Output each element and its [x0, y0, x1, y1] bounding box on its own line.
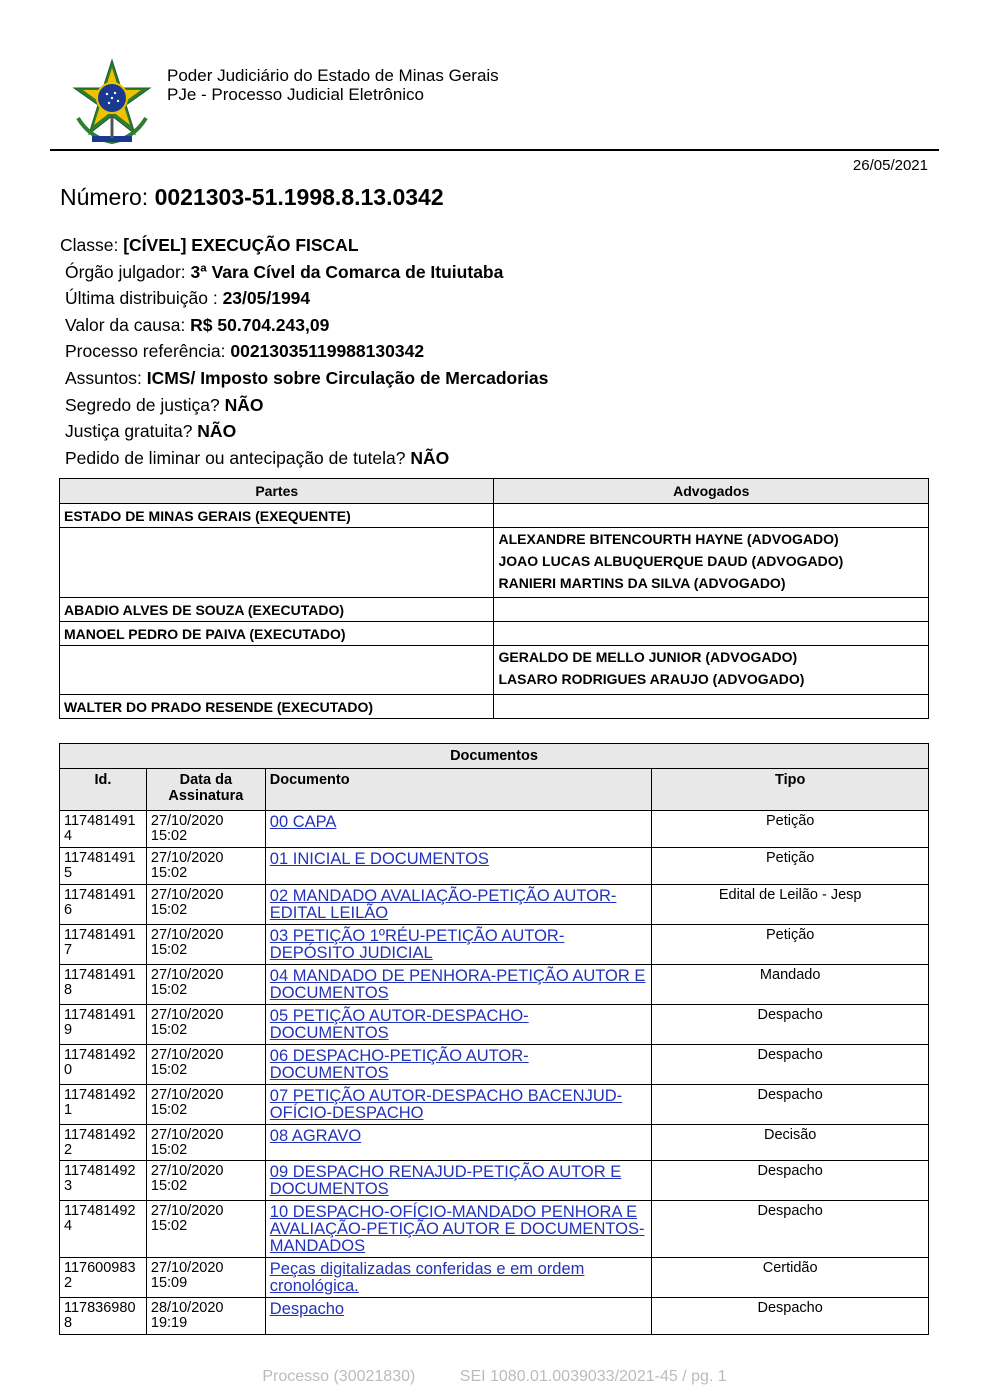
document-date: 26/05/2021 [852, 157, 928, 174]
field-label: Órgão julgador: [65, 262, 191, 282]
advogados-cell [494, 598, 929, 622]
documento-id: 117481491 6 [60, 885, 147, 925]
documento-id: 117481492 2 [60, 1125, 147, 1161]
documento-link[interactable]: 02 MANDADO AVALIAÇÃO-PETIÇÃO AUTOR-EDITAL LEILÃO [269, 887, 617, 922]
advogados-cell [494, 504, 929, 528]
partes-row [60, 646, 929, 695]
field-processo-referencia [65, 341, 424, 361]
field-label: Valor da causa: [65, 315, 191, 335]
partes-table [59, 478, 929, 719]
field-value: R$ 50.704.243,09 [190, 315, 330, 335]
field-label: Justiça gratuita? [65, 421, 198, 441]
field-label: Última distribuição : [65, 288, 223, 308]
documento-tipo: Edital de Leilão - Jesp [652, 885, 929, 925]
process-number-value: 0021303-51.1998.8.13.0342 [154, 184, 444, 210]
documento-row [60, 925, 929, 965]
field-label: Classe: [60, 235, 124, 255]
documentos-title-row [60, 744, 929, 769]
parte-cell: ABADIO ALVES DE SOUZA (EXECUTADO) [60, 598, 494, 622]
documento-data-assinatura: 27/10/2020 15:02 [146, 1125, 265, 1161]
partes-column-header: Partes [60, 479, 494, 504]
process-number [60, 184, 444, 211]
documento-link[interactable]: 07 PETIÇÃO AUTOR-DESPACHO BACENJUD-OFÍCIO-DESPACHO [269, 1087, 623, 1122]
documento-id: 117836980 8 [60, 1298, 147, 1335]
documento-tipo: Certidão [652, 1258, 929, 1298]
documento-cell [265, 1045, 652, 1085]
documento-link[interactable]: 09 DESPACHO RENAJUD-PETIÇÃO AUTOR E DOCUMENTOS [269, 1163, 622, 1198]
documentos-title: Documentos [60, 744, 929, 769]
documento-data-assinatura: 27/10/2020 15:02 [146, 811, 265, 848]
field-value: 3ª Vara Cível da Comarca de Ituiutaba [190, 262, 504, 282]
documento-id: 117481491 4 [60, 811, 147, 848]
col-documento-header: Documento [265, 769, 652, 811]
field-orgao-julgador [65, 262, 503, 282]
field-value: 00213035119988130342 [230, 341, 425, 361]
field-classe [60, 235, 359, 255]
documento-row [60, 1201, 929, 1258]
documento-row [60, 1045, 929, 1085]
documento-cell [265, 885, 652, 925]
documento-data-assinatura: 27/10/2020 15:02 [146, 1045, 265, 1085]
documento-cell [265, 1201, 652, 1258]
field-justica-gratuita [65, 421, 236, 441]
documento-data-assinatura: 27/10/2020 15:02 [146, 925, 265, 965]
documento-data-assinatura: 27/10/2020 15:02 [146, 965, 265, 1005]
documento-id: 117481492 3 [60, 1161, 147, 1201]
documento-tipo: Despacho [652, 1298, 929, 1335]
advogados-cell [494, 622, 929, 646]
documento-id: 117481491 5 [60, 848, 147, 885]
documento-cell [265, 1125, 652, 1161]
documento-id: 117481491 8 [60, 965, 147, 1005]
documento-data-assinatura: 27/10/2020 15:02 [146, 848, 265, 885]
documento-link[interactable]: Despacho [269, 1300, 345, 1318]
documento-tipo: Despacho [652, 1005, 929, 1045]
parte-cell: WALTER DO PRADO RESENDE (EXECUTADO) [60, 695, 494, 719]
parte-cell [60, 646, 494, 695]
field-label: Assuntos: [65, 368, 147, 388]
parte-cell: MANOEL PEDRO DE PAIVA (EXECUTADO) [60, 622, 494, 646]
documento-cell [265, 1085, 652, 1125]
documento-row [60, 885, 929, 925]
field-value: NÃO [197, 421, 237, 441]
documento-link[interactable]: 04 MANDADO DE PENHORA-PETIÇÃO AUTOR E DOCUMENTOS [269, 967, 646, 1002]
partes-row [60, 504, 929, 528]
advogados-column-header: Advogados [494, 479, 929, 504]
documento-row [60, 1258, 929, 1298]
documento-id: 117481491 7 [60, 925, 147, 965]
documentos-table [59, 743, 929, 1335]
field-valor-causa [65, 315, 329, 335]
partes-row [60, 695, 929, 719]
documento-data-assinatura: 27/10/2020 15:02 [146, 1085, 265, 1125]
documento-tipo: Despacho [652, 1085, 929, 1125]
field-value: [CÍVEL] EXECUÇÃO FISCAL [123, 235, 359, 255]
documento-link[interactable]: 01 INICIAL E DOCUMENTOS [269, 850, 489, 868]
documento-link[interactable]: 06 DESPACHO-PETIÇÃO AUTOR-DOCUMENTOS [269, 1047, 529, 1082]
partes-header-row [60, 479, 929, 504]
parte-cell [60, 528, 494, 598]
documento-id: 117481492 1 [60, 1085, 147, 1125]
documento-row [60, 965, 929, 1005]
field-label: Segredo de justiça? [65, 395, 225, 415]
documento-data-assinatura: 27/10/2020 15:02 [146, 1161, 265, 1201]
col-id-header: Id. [60, 769, 147, 811]
advogado-name: LASARO RODRIGUES ARAUJO (ADVOGADO) [498, 671, 805, 687]
documento-data-assinatura: 27/10/2020 15:02 [146, 1201, 265, 1258]
documento-link[interactable]: 08 AGRAVO [269, 1127, 362, 1145]
documento-tipo: Petição [652, 811, 929, 848]
documento-cell [265, 1298, 652, 1335]
partes-row [60, 528, 929, 598]
documento-row [60, 848, 929, 885]
documento-row [60, 1085, 929, 1125]
field-value: NÃO [410, 448, 450, 468]
documento-row [60, 1125, 929, 1161]
field-pedido-liminar [65, 448, 449, 468]
partes-row [60, 598, 929, 622]
field-segredo-justica [65, 395, 263, 415]
documento-cell [265, 1161, 652, 1201]
process-number-label: Número: [60, 184, 155, 210]
col-data-header: Data da Assinatura [146, 769, 265, 811]
documento-id: 117481492 4 [60, 1201, 147, 1258]
documento-link[interactable]: 03 PETIÇÃO 1ºRÉU-PETIÇÃO AUTOR-DEPÓSITO JUDICIAL [269, 927, 565, 962]
field-value: 23/05/1994 [222, 288, 311, 308]
documento-row [60, 1005, 929, 1045]
documento-tipo: Decisão [652, 1125, 929, 1161]
documento-link[interactable]: 00 CAPA [269, 813, 337, 831]
documento-data-assinatura: 27/10/2020 15:02 [146, 885, 265, 925]
documento-tipo: Petição [652, 925, 929, 965]
field-assuntos [65, 368, 548, 388]
documento-tipo: Petição [652, 848, 929, 885]
documento-data-assinatura: 28/10/2020 19:19 [146, 1298, 265, 1335]
documento-data-assinatura: 27/10/2020 15:02 [146, 1005, 265, 1045]
documento-link[interactable]: 05 PETIÇÃO AUTOR-DESPACHO-DOCUMENTOS [269, 1007, 529, 1042]
brasao-republica-emblem [70, 58, 154, 146]
documento-tipo: Despacho [652, 1045, 929, 1085]
field-value: NÃO [224, 395, 264, 415]
advogado-name: JOAO LUCAS ALBUQUERQUE DAUD (ADVOGADO) [498, 553, 844, 569]
field-label: Processo referência: [65, 341, 231, 361]
documento-data-assinatura: 27/10/2020 15:09 [146, 1258, 265, 1298]
documento-tipo: Despacho [652, 1201, 929, 1258]
header-system: PJe - Processo Judicial Eletrônico [167, 85, 425, 104]
advogado-name: RANIERI MARTINS DA SILVA (ADVOGADO) [498, 575, 786, 591]
documento-tipo: Despacho [652, 1161, 929, 1201]
documento-link[interactable]: Peças digitalizadas conferidas e em ordem cronológica. [269, 1260, 585, 1295]
documento-row [60, 1298, 929, 1335]
documentos-header-row [60, 769, 929, 811]
field-value: ICMS/ Imposto sobre Circulação de Mercadorias [146, 368, 549, 388]
field-ultima-distribuicao [65, 288, 310, 308]
documento-id: 117481491 9 [60, 1005, 147, 1045]
documento-cell [265, 925, 652, 965]
documento-row [60, 811, 929, 848]
partes-row [60, 622, 929, 646]
documento-tipo: Mandado [652, 965, 929, 1005]
documento-cell [265, 965, 652, 1005]
documento-id: 117600983 2 [60, 1258, 147, 1298]
advogados-cell [494, 695, 929, 719]
documento-id: 117481492 0 [60, 1045, 147, 1085]
documento-cell [265, 848, 652, 885]
field-label: Pedido de liminar ou antecipação de tutela? [65, 448, 411, 468]
documento-cell [265, 1005, 652, 1045]
header-institution: Poder Judiciário do Estado de Minas Gerais [167, 66, 499, 85]
header-divider [50, 149, 939, 151]
parte-cell: ESTADO DE MINAS GERAIS (EXEQUENTE) [60, 504, 494, 528]
documento-cell [265, 1258, 652, 1298]
col-tipo-header: Tipo [652, 769, 929, 811]
advogados-cell [494, 528, 929, 598]
advogado-name: ALEXANDRE BITENCOURTH HAYNE (ADVOGADO) [498, 531, 839, 547]
documento-cell [265, 811, 652, 848]
page-footer: Processo (30021830) SEI 1080.01.0039033/2021-45 / pg. 1 [262, 1368, 727, 1385]
advogado-name: GERALDO DE MELLO JUNIOR (ADVOGADO) [498, 649, 798, 665]
documento-row [60, 1161, 929, 1201]
documento-link[interactable]: 10 DESPACHO-OFÍCIO-MANDADO PENHORA E AVALIAÇÃO-PETIÇÃO AUTOR E DOCUMENTOS-MANDADOS [269, 1203, 645, 1255]
advogados-cell [494, 646, 929, 695]
